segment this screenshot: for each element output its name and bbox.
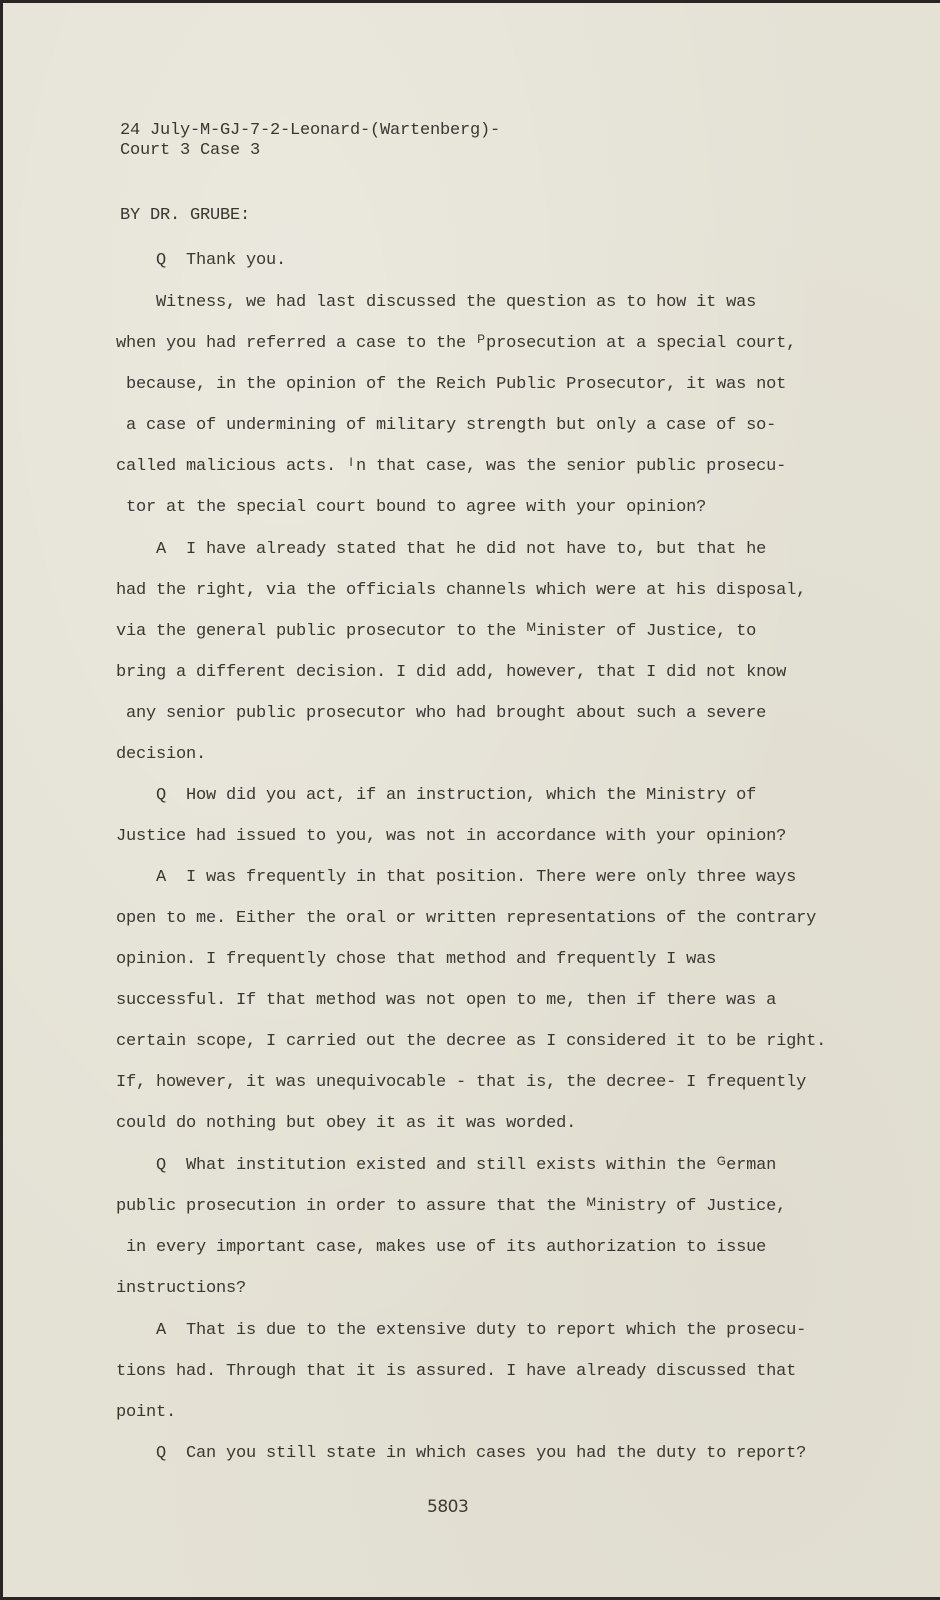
transcript-line: open to me. Either the oral or written representations of the contrary [116,909,817,928]
transcript-line: via the general public prosecutor to the ᴹinister of Justice, to [116,622,757,641]
transcript-line: any senior public prosecutor who had brought about such a severe [116,704,767,723]
page-number: 5803 [427,1497,469,1517]
transcript-line: a case of undermining of military strength but only a case of so- [116,416,777,435]
transcript-line: decision. [116,745,207,764]
transcript-line: instructions? [116,1279,247,1298]
header-line-2: Court 3 Case 3 [120,141,261,160]
transcript-line: successful. If that method was not open to me, then if there was a [116,991,777,1010]
transcript-line: had the right, via the officials channels which were at his disposal, [116,581,807,600]
transcript-line: could do nothing but obey it as it was worded. [116,1114,577,1133]
transcript-line: bring a different decision. I did add, however, that I did not know [116,663,787,682]
transcript-line: Witness, we had last discussed the question as to how it was [156,293,757,312]
transcript-line: opinion. I frequently chose that method and frequently I was [116,950,717,969]
transcript-line: A I was frequently in that position. There were only three ways [156,868,797,887]
examiner-label: BY DR. GRUBE: [120,206,251,225]
transcript-line: A That is due to the extensive duty to report which the prosecu- [156,1321,807,1340]
header-line-1: 24 July-M-GJ-7-2-Leonard-(Wartenberg)- [120,121,501,140]
transcript-line: If, however, it was unequivocable - that is, the decree- I frequently [116,1073,807,1092]
transcript-line: Q Thank you. [156,251,287,270]
transcript-line: certain scope, I carried out the decree as I considered it to be right. [116,1032,827,1051]
transcript-line: called malicious acts. ᴵn that case, was the senior public prosecu- [116,457,787,476]
transcript-line: in every important case, makes use of its authorization to issue [116,1238,767,1257]
transcript-line: Q What institution existed and still exists within the ᴳerman [156,1156,777,1175]
transcript-line: Justice had issued to you, was not in accordance with your opinion? [116,827,787,846]
transcript-line: point. [116,1403,177,1422]
transcript-line: Q How did you act, if an instruction, which the Ministry of [156,786,757,805]
transcript-line: A I have already stated that he did not have to, but that he [156,540,767,559]
transcript-line: when you had referred a case to the ᴾprosecution at a special court, [116,334,797,353]
transcript-line: public prosecution in order to assure that the ᴹinistry of Justice, [116,1197,787,1216]
transcript-line: because, in the opinion of the Reich Public Prosecutor, it was not [116,375,787,394]
transcript-line: tor at the special court bound to agree with your opinion? [116,498,707,517]
document-page [3,3,940,1597]
transcript-line: tions had. Through that it is assured. I have already discussed that [116,1362,797,1381]
transcript-line: Q Can you still state in which cases you had the duty to report? [156,1444,807,1463]
